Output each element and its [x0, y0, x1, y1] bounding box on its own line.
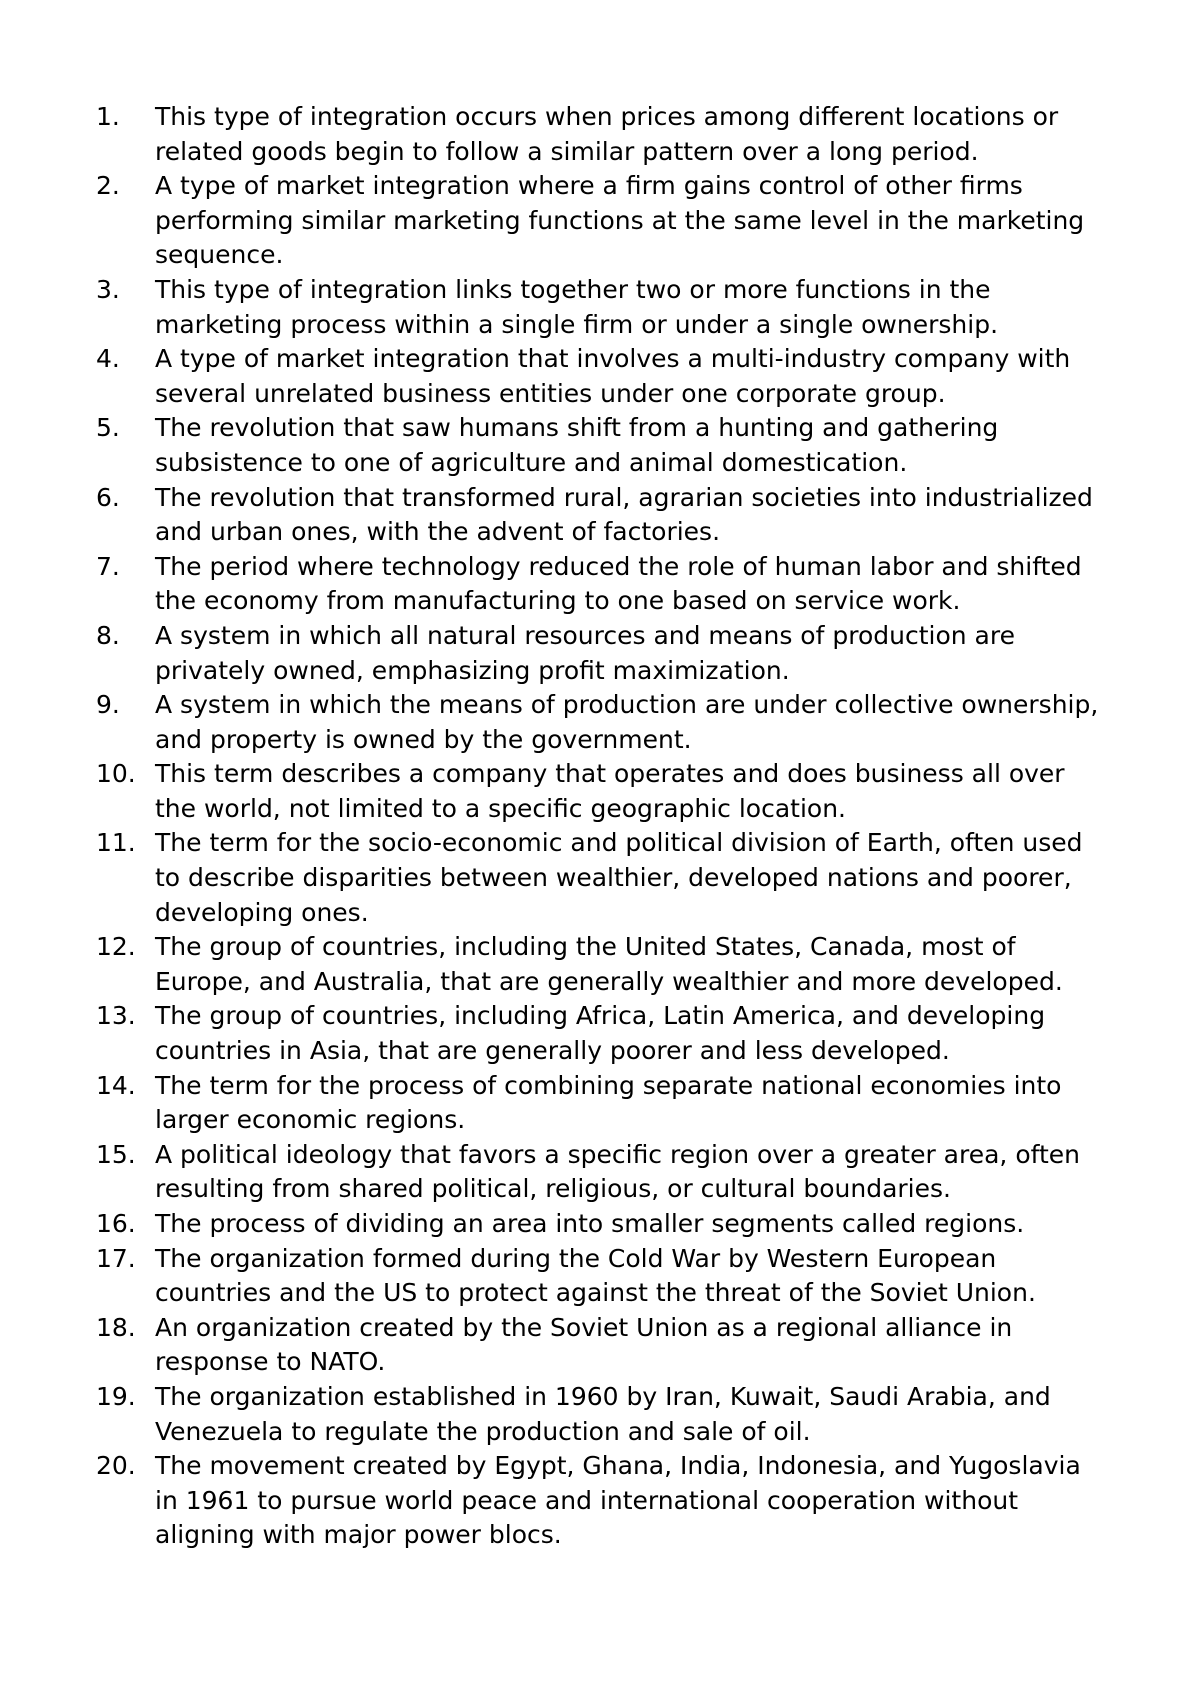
list-item [96, 273, 1106, 342]
list-item-text: A type of market integration that involves a multi-industry company with several unrelated business entities under one corporate group. [155, 344, 1071, 408]
list-item-number: 5. [96, 413, 120, 443]
list-item-number: 15. [96, 1139, 136, 1169]
list-item [96, 169, 1106, 273]
list-item-number: 9. [96, 690, 120, 720]
list-item-text: The term for the process of combining separate national economies into larger economic regions. [155, 1070, 1062, 1135]
list-item-number: 12. [96, 932, 136, 962]
list-item-number: 20. [96, 1451, 136, 1481]
list-item [96, 411, 1106, 480]
list-item-number: 14. [96, 1070, 136, 1100]
list-item [96, 930, 1106, 999]
list-item [96, 757, 1106, 826]
list-item [96, 1380, 1106, 1449]
list-item-number: 2. [96, 171, 120, 201]
list-item-number: 6. [96, 482, 120, 512]
list-item-text: The organization established in 1960 by Iran, Kuwait, Saudi Arabia, and Venezuela to regulate the production and sale of oil. [155, 1381, 1051, 1446]
list-item [96, 100, 1106, 169]
list-item [96, 688, 1106, 757]
list-item-number: 19. [96, 1381, 136, 1411]
list-item-text: An organization created by the Soviet Union as a regional alliance in response to NATO. [155, 1312, 1013, 1377]
list-item [96, 1207, 1106, 1242]
list-item [96, 826, 1106, 930]
list-item-text: The group of countries, including Africa, Latin America, and developing countries in Asia, that are generally poorer and less developed. [155, 1001, 1046, 1066]
list-item-text: This type of integration occurs when prices among different locations or related goods begin to follow a similar pattern over a long period. [155, 102, 1059, 166]
list-item-number: 16. [96, 1209, 136, 1238]
list-item-number: 8. [96, 620, 120, 650]
list-item-number: 3. [96, 274, 120, 304]
list-item-number: 1. [96, 102, 120, 131]
list-item-text: The organization formed during the Cold War by Western European countries and the US to protect against the threat of the Soviet Union. [155, 1243, 1036, 1308]
list-item-text: The process of dividing an area into smaller segments called regions. [155, 1209, 1025, 1238]
numbered-list [96, 100, 1106, 1553]
list-item [96, 1311, 1106, 1380]
list-item-number: 4. [96, 344, 120, 374]
list-item-text: A type of market integration where a firm gains control of other firms performing similar marketing functions at the same level in the marketing sequence. [155, 171, 1085, 270]
list-item-text: A system in which the means of production are under collective ownership, and property is owned by the government. [155, 690, 1099, 754]
list-item [96, 481, 1106, 550]
list-item-text: The period where technology reduced the role of human labor and shifted the economy from manufacturing to one based on service work. [155, 551, 1082, 616]
list-item [96, 1069, 1106, 1138]
list-item [96, 1242, 1106, 1311]
list-item-text: The movement created by Egypt, Ghana, India, Indonesia, and Yugoslavia in 1961 to pursue world peace and international cooperation without aligning with major power blocs. [155, 1451, 1081, 1550]
list-item-text: This type of integration links together two or more functions in the marketing process within a single firm or under a single ownership. [155, 274, 999, 339]
list-item-text: The group of countries, including the United States, Canada, most of Europe, and Australia, that are generally wealthier and more developed. [155, 932, 1063, 996]
list-item [96, 342, 1106, 411]
list-item [96, 1138, 1106, 1207]
list-item-text: A political ideology that favors a specific region over a greater area, often resulting from shared political, religious, or cultural boundaries. [155, 1139, 1081, 1204]
list-item-number: 13. [96, 1001, 136, 1031]
list-item [96, 1449, 1106, 1553]
list-item [96, 619, 1106, 688]
list-item-text: A system in which all natural resources and means of production are privately owned, emphasizing profit maximization. [155, 620, 1015, 685]
list-item-text: The revolution that saw humans shift from a hunting and gathering subsistence to one of agriculture and animal domestication. [155, 413, 999, 477]
list-item [96, 550, 1106, 619]
list-item-text: This term describes a company that operates and does business all over the world, not limited to a specific geographic location. [155, 759, 1065, 823]
list-item-number: 11. [96, 828, 136, 858]
list-item [96, 999, 1106, 1068]
list-item-text: The term for the socio-economic and political division of Earth, often used to describe disparities between wealthier, developed nations and poorer, developing ones. [155, 828, 1083, 927]
list-item-number: 18. [96, 1312, 136, 1342]
list-item-number: 10. [96, 759, 136, 789]
list-item-number: 7. [96, 551, 120, 581]
list-item-text: The revolution that transformed rural, agrarian societies into industrialized and urban ones, with the advent of factories. [155, 482, 1093, 547]
list-item-number: 17. [96, 1243, 136, 1273]
